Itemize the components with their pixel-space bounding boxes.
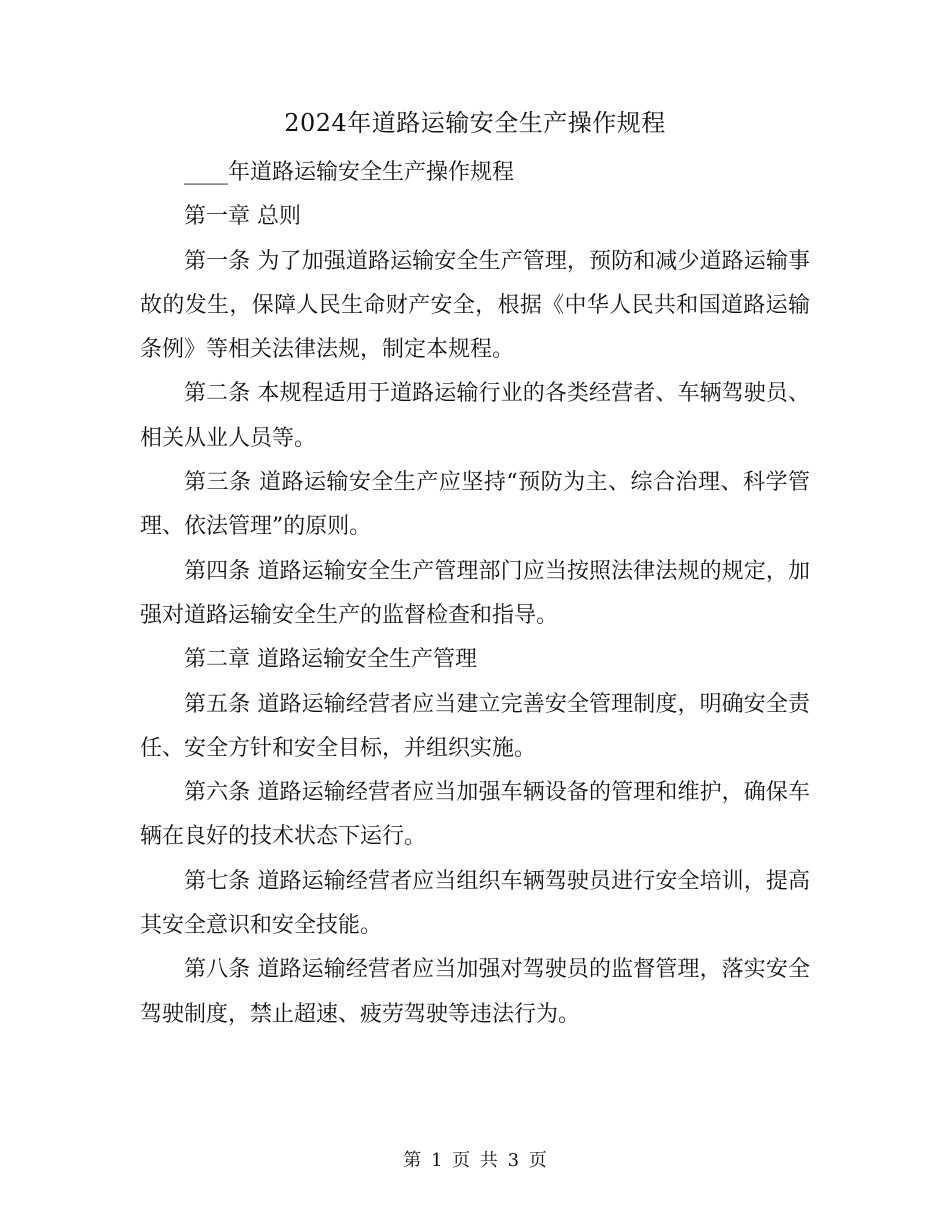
article-7: 第七条 道路运输经营者应当组织车辆驾驶员进行安全培训，提高其安全意识和安全技能。 [140, 868, 810, 939]
chapter-heading-1: 第一章 总则 [184, 204, 301, 230]
article-2: 第二条 本规程适用于道路运输行业的各类经营者、车辆驾驶员、相关从业人员等。 [140, 381, 810, 451]
article-5: 第五条 道路运输经营者应当建立完善安全管理制度，明确安全责任、安全方针和安全目标，并组织实施。 [140, 691, 810, 761]
article-3: 第三条 道路运输安全生产应坚持“预防为主、综合治理、科学管理、依法管理”的原则。 [140, 470, 810, 540]
document-title: 2024年道路运输安全生产操作规程 [284, 109, 666, 137]
chapter-heading-2: 第二章 道路运输安全生产管理 [184, 647, 477, 673]
article-8: 第八条 道路运输经营者应当加强对驾驶员的监督管理，落实安全驾驶制度，禁止超速、疲劳驾驶等违法行为。 [140, 957, 810, 1027]
article-6: 第六条 道路运输经营者应当加强车辆设备的管理和维护，确保车辆在良好的技术状态下运行。 [140, 780, 810, 850]
article-4: 第四条 道路运输安全生产管理部门应当按照法律法规的规定，加强对道路运输安全生产的监督检查和指导。 [140, 558, 810, 628]
paragraph-subtitle: ____年道路运输安全生产操作规程 [184, 160, 515, 185]
article-1: 第一条 为了加强道路运输安全生产管理，预防和减少道路运输事故的发生，保障人民生命财产安全，根据《中华人民共和国道路运输条例》等相关法律法规，制定本规程。 [140, 248, 810, 363]
document-body [140, 151, 810, 1037]
page-footer: 第 1 页 共 3 页 [403, 1150, 547, 1171]
